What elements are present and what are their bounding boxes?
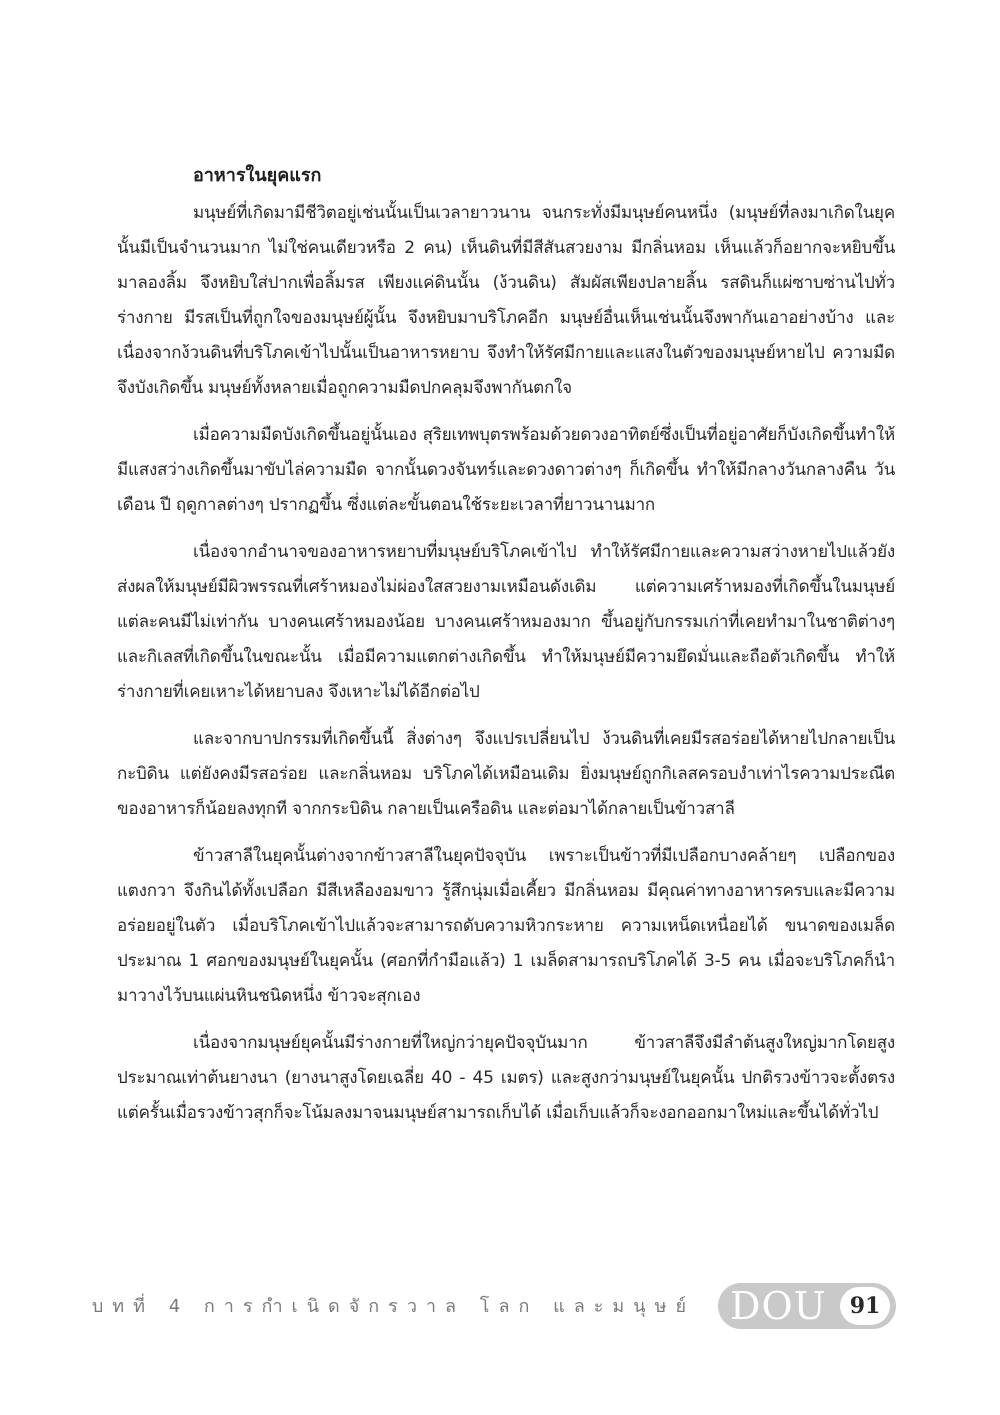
paragraph-1: มนุษย์ที่เกิดมามีชีวิตอยู่เช่นนั้นเป็นเวลายาวนาน จนกระทั่งมีมนุษย์คนหนึ่ง (มนุษย์ที่ลงมาเกิดในยุคนั้นมีเป็นจำนวนมาก ไม่ใช่คนเดียวหรือ 2 คน) เห็นดินที่มีสีสันสวยงาม มีกลิ่นหอม เห็นแล้วก็อยากจะหยิบขึ้นมาลองลิ้ม จึงหยิบใส่ปากเพื่อลิ้มรส เพียงแค่ดินนั้น (ง้วนดิน) สัมผัสเพียงปลายลิ้น รสดินก็แผ่ซาบซ่านไปทั่วร่างกาย มีรสเป็นที่ถูกใจของมนุษย์ผู้นั้น จึงหยิบมาบริโภคอีก มนุษย์อื่นเห็นเช่นนั้นจึงพากันเอาอย่างบ้าง และเนื่องจากง้วนดินที่บริโภคเข้าไปนั้นเป็นอาหารหยาบ จึงทำให้รัศมีกายและแสงในตัวของมนุษย์หายไป ความมืดจึงบังเกิดขึ้น มนุษย์ทั้งหลายเมื่อถูกความมืดปกคลุมจึงพากันตกใจ xyxy=(117,203,895,398)
document-body xyxy=(117,160,895,1143)
chapter-title: บทที่ 4 การกำเนิดจักรวาล โลก และมนุษย์ xyxy=(91,1296,695,1317)
dou-badge xyxy=(718,1283,896,1329)
paragraph-3: เนื่องจากอำนาจของอาหารหยาบที่มนุษย์บริโภคเข้าไป ทำให้รัศมีกายและความสว่างหายไปแล้วยังส่งผลให้มนุษย์มีผิวพรรณที่เศร้าหมองไม่ผ่องใสสวยงามเหมือนดังเดิม แต่ความเศร้าหมองที่เกิดขึ้นในมนุษย์แต่ละคนมีไม่เท่ากัน บางคนเศร้าหมองน้อย บางคนเศร้าหมองมาก ขึ้นอยู่กับกรรมเก่าที่เคยทำมาในชาติต่างๆ และกิเลสที่เกิดขึ้นในขณะนั้น เมื่อมีความแตกต่างเกิดขึ้น ทำให้มนุษย์มีความยึดมั่นและถือตัวเกิดขึ้น ทำให้ร่างกายที่เคยเหาะได้หยาบลง จึงเหาะไม่ได้อีกต่อไป xyxy=(117,542,895,702)
page-footer xyxy=(0,1283,1000,1333)
dou-logo: DOU xyxy=(730,1284,827,1328)
paragraph-5: ข้าวสาลีในยุคนั้นต่างจากข้าวสาลีในยุคปัจจุบัน เพราะเป็นข้าวที่มีเปลือกบางคล้ายๆ เปลือกของแตงกวา จึงกินได้ทั้งเปลือก มีสีเหลืองอมขาว รู้สึกนุ่มเมื่อเคี้ยว มีกลิ่นหอม มีคุณค่าทางอาหารครบและมีความอร่อยอยู่ในตัว เมื่อบริโภคเข้าไปแล้วจะสามารถดับความหิวกระหาย ความเหน็ดเหนื่อยได้ ขนาดของเมล็ดประมาณ 1 ศอกของมนุษย์ในยุคนั้น (ศอกที่กำมือแล้ว) 1 เมล็ดสามารถบริโภคได้ 3-5 คน เมื่อจะบริโภคก็นำมาวางไว้บนแผ่นหินชนิดหนึ่ง ข้าวจะสุกเอง xyxy=(117,846,895,1006)
paragraph-4: และจากบาปกรรมที่เกิดขึ้นนี้ สิ่งต่างๆ จึงแปรเปลี่ยนไป ง้วนดินที่เคยมีรสอร่อยได้หายไปกลายเป็นกะบิดิน แต่ยังคงมีรสอร่อย และกลิ่นหอม บริโภคได้เหมือนเดิม ยิ่งมนุษย์ถูกกิเลสครอบงำเท่าไรความประณีตของอาหารก็น้อยลงทุกที จากกระบิดิน กลายเป็นเครือดิน และต่อมาได้กลายเป็นข้าวสาลี xyxy=(117,729,895,819)
page-number: 91 xyxy=(849,1293,881,1319)
section-heading: อาหารในยุคแรก xyxy=(193,165,322,186)
page-number-circle xyxy=(840,1287,890,1325)
paragraph-6: เนื่องจากมนุษย์ยุคนั้นมีร่างกายที่ใหญ่กว่ายุคปัจจุบันมาก ข้าวสาลีจึงมีลำต้นสูงใหญ่มากโดยสูงประมาณเท่าต้นยางนา (ยางนาสูงโดยเฉลี่ย 40 - 45 เมตร) และสูงกว่ามนุษย์ในยุคนั้น ปกติรวงข้าวจะตั้งตรง แต่ครั้นเมื่อรวงข้าวสุกก็จะโน้มลงมาจนมนุษย์สามารถเก็บได้ เมื่อเก็บแล้วก็จะงอกออกมาใหม่และขึ้นได้ทั่วไป xyxy=(117,1033,895,1123)
paragraph-2: เมื่อความมืดบังเกิดขึ้นอยู่นั้นเอง สุริยเทพบุตรพร้อมด้วยดวงอาทิตย์ซึ่งเป็นที่อยู่อาศัยก็บังเกิดขึ้นทำให้มีแสงสว่างเกิดขึ้นมาขับไล่ความมืด จากนั้นดวงจันทร์และดวงดาวต่างๆ ก็เกิดขึ้น ทำให้มีกลางวันกลางคืน วัน เดือน ปี ฤดูกาลต่างๆ ปรากฏขึ้น ซึ่งแต่ละขั้นตอนใช้ระยะเวลาที่ยาวนานมาก xyxy=(117,425,895,515)
